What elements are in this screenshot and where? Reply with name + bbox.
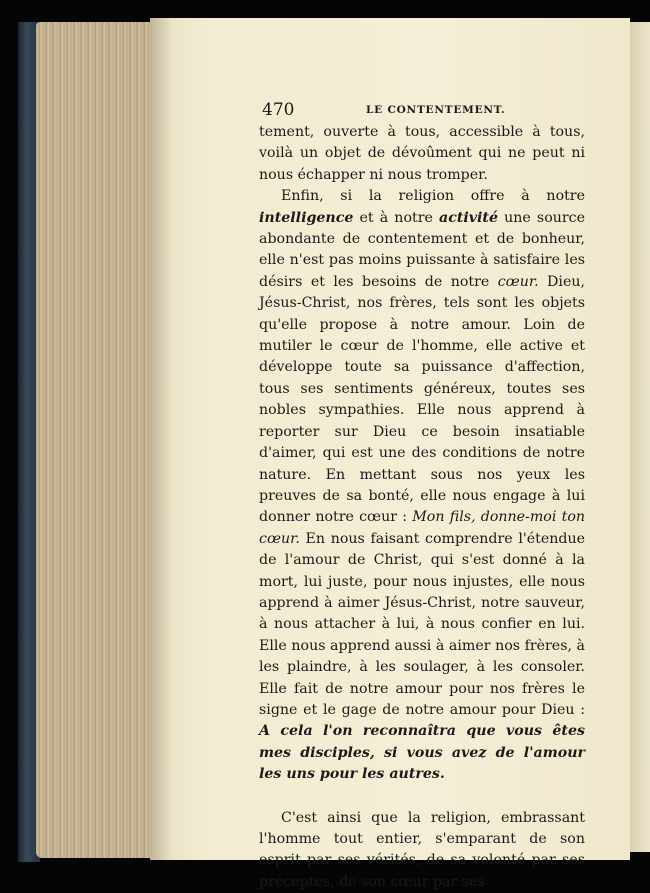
emphasis-activite: activité [439,209,498,226]
paragraph-gap [259,786,585,808]
paragraph-continuation: tement, ouverte à tous, accessible à tous, voilà un objet de dévoûment qui ne peut ni nous échapper ni nous tromper. [259,124,585,183]
quotation-mon-fils: Mon fils, donne-moi ton cœur. [259,509,585,547]
text-run: Enfin, si la religion offre à notre [281,188,585,205]
page-number: 470 [262,100,295,120]
emphasis-coeur: cœur. [497,273,539,290]
page-gutter-shadow [150,18,172,860]
text-run: En nous faisant comprendre l'étendue de l'amour de Christ, qui s'est donné à la mort, lui juste, pour nous injustes, elle nous apprend à aimer Jésus-Christ, notre sauveur, à nous attacher à lui, à nous confier en lui. Elle nous apprend aussi à aimer nos frères, à les plaindre, à les soulager, à les consoler. Elle fait de notre amour pour nos frères le signe et le gage de notre amour pour Dieu : [259,530,585,718]
paragraph-conclusion: C'est ainsi que la religion, embrassant l'homme tout entier, s'emparant de son esprit par ses vérités, de sa volonté par ses préceptes, de son cœur par ses [259,809,585,890]
emphasis-intelligence: intelligence [259,209,354,226]
text-run: et à notre [353,209,439,226]
text-run: Dieu, Jésus-Christ, nos frères, tels sont les objets qu'elle propose à notre amour. Loin de mutiler le cœur de l'homme, elle active et développe toute sa puissance d'affection, tous ses sentiments généreux, toutes ses nobles sympathies. Elle nous apprend à reporter sur Dieu ce besoin insatiable d'aimer, qui est une des conditions de notre nature. En mettant sous nos yeux les preuves de sa bonté, elle nous engage à lui donner notre cœur : [259,273,585,526]
page-edges [36,22,152,858]
facing-page-edge [630,22,650,852]
text-run: une source abondante de contentement et de bonheur, elle n'est pas moins puissante à satisfaire les désirs et les besoins de notre [259,209,585,290]
paragraph-religion-love [259,186,585,785]
page-text [259,122,585,893]
page-header [262,100,584,120]
quotation-disciples: A cela l'on reconnaîtra que vous êtes mes disciples, si vous avez de l'amour les uns pour les autres. [259,723,585,783]
running-title: LE CONTENTEMENT. [366,104,506,116]
